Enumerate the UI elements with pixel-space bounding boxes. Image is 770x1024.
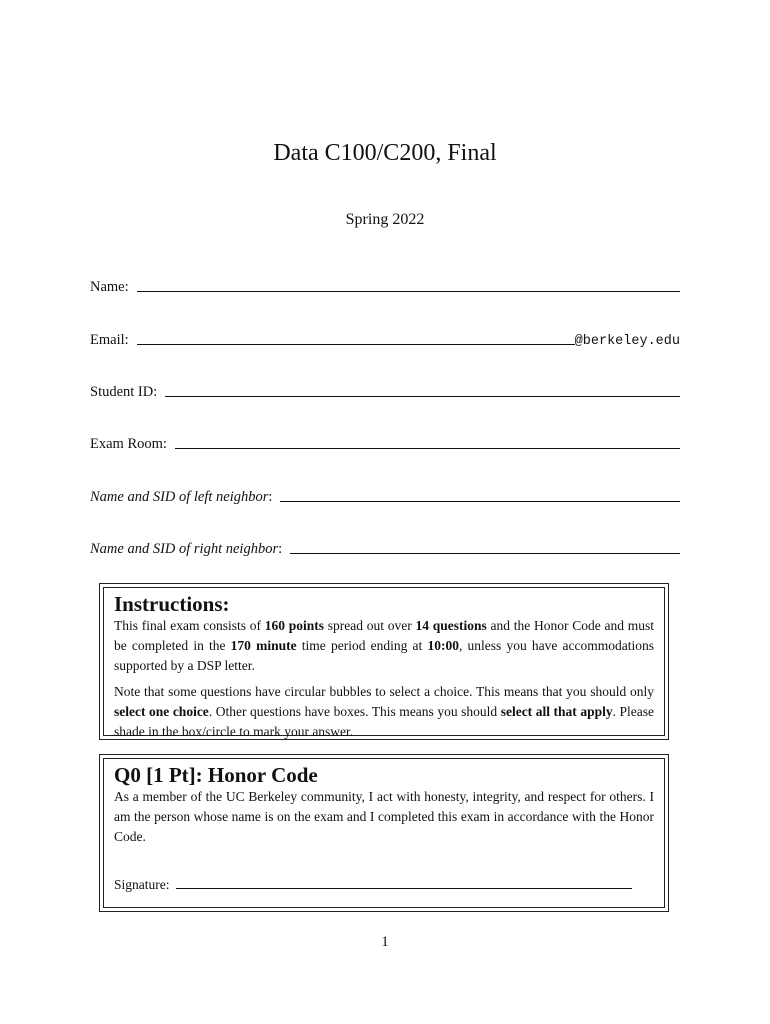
honor-code-text: As a member of the UC Berkeley community, I act with honesty, integrity, and respect for others. I am the person whose name is on the exam and I completed this exam in accordance with the Honor Code. <box>114 789 654 844</box>
left-neighbor-input-line[interactable] <box>280 501 680 502</box>
exam-room-input-line[interactable] <box>175 448 680 449</box>
signature-field[interactable] <box>114 877 632 893</box>
instructions-title: Instructions: <box>114 592 230 616</box>
email-label: Email: <box>90 332 129 348</box>
left-neighbor-field[interactable] <box>90 486 680 506</box>
exam-room-label: Exam Room: <box>90 436 167 452</box>
right-neighbor-input-line[interactable] <box>290 553 680 554</box>
student-id-input-line[interactable] <box>165 396 680 397</box>
honor-code-title: Q0 [1 Pt]: Honor Code <box>114 763 318 787</box>
instructions-paragraph-2: Note that some questions have circular bubbles to select a choice. This means that you should only select one choice. Other questions have boxes. This means you should select all that apply. Please shade in the box/circle to mark your answer. <box>114 684 655 739</box>
right-neighbor-field[interactable] <box>90 538 680 558</box>
name-field[interactable] <box>90 276 680 296</box>
honor-code-box <box>99 754 669 912</box>
student-id-field[interactable] <box>90 381 680 401</box>
email-input-line[interactable] <box>137 344 575 345</box>
name-input-line[interactable] <box>137 291 680 292</box>
signature-input-line[interactable] <box>176 888 633 889</box>
page-number: 1 <box>381 934 389 950</box>
exam-term: Spring 2022 <box>345 211 425 228</box>
exam-title: Data C100/C200, Final <box>273 140 497 166</box>
right-neighbor-label: Name and SID of right neighbor: <box>90 541 283 557</box>
student-id-label: Student ID: <box>90 384 158 400</box>
signature-label: Signature: <box>114 877 170 892</box>
email-domain-suffix: @berkeley.edu <box>574 334 680 349</box>
exam-room-field[interactable] <box>90 433 680 453</box>
email-field[interactable] <box>90 329 680 349</box>
instructions-box <box>99 583 669 740</box>
name-label: Name: <box>90 279 129 295</box>
left-neighbor-label: Name and SID of left neighbor: <box>90 489 273 505</box>
instructions-paragraph-1: This final exam consists of 160 points spread out over 14 questions and the Honor Code and must be completed in the 170 minute time period ending at 10:00, unless you have accommodations supported by a DSP letter. <box>114 618 655 673</box>
